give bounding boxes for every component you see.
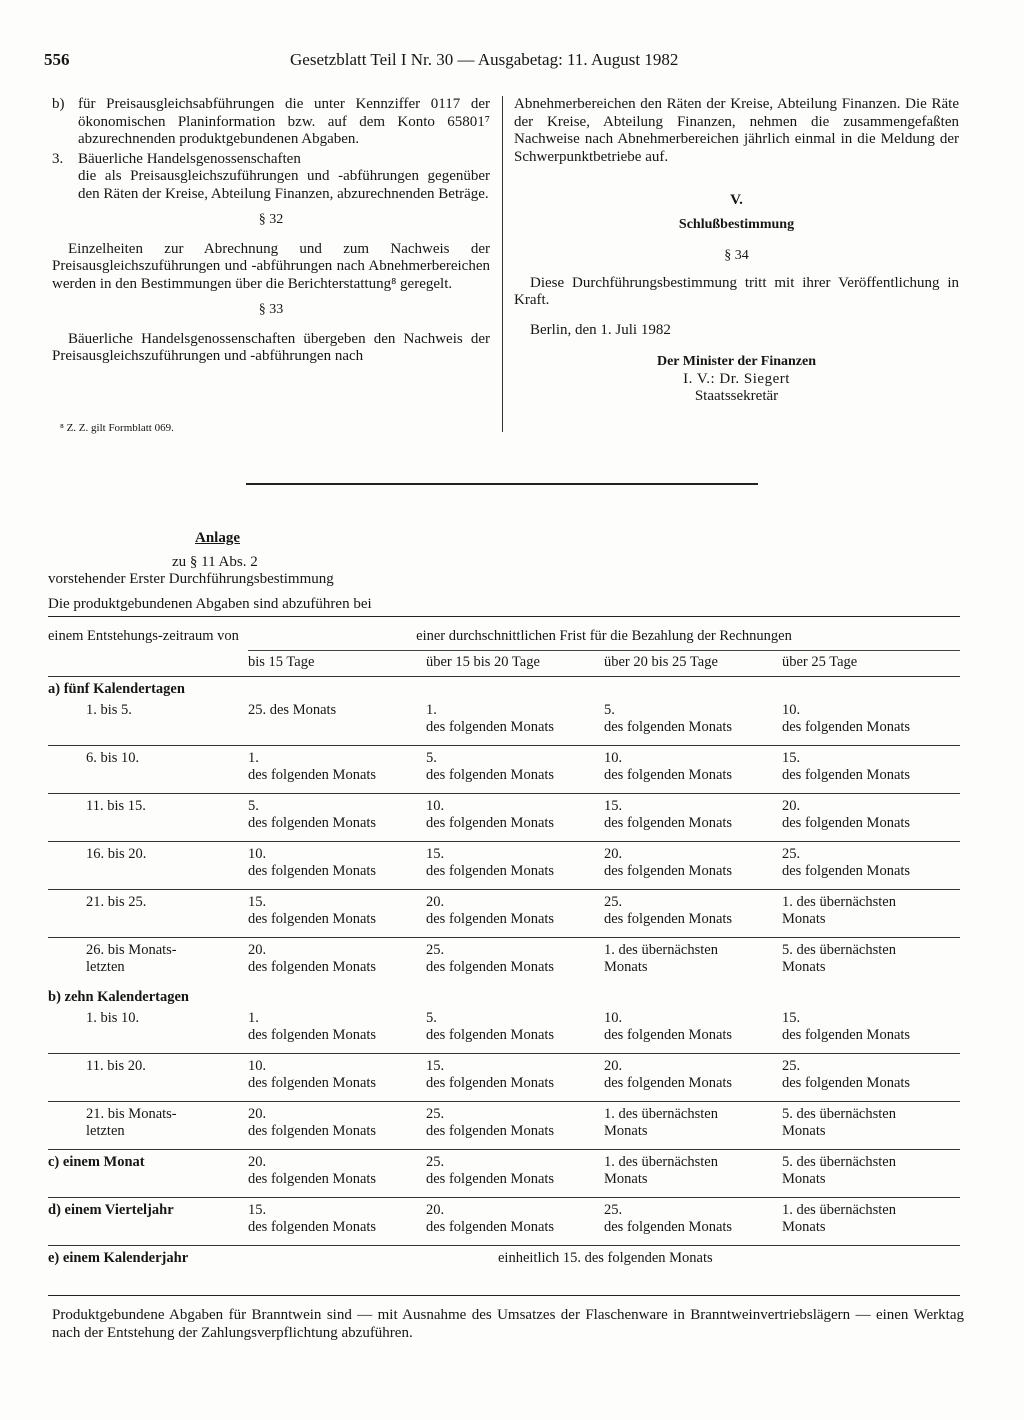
deadline-cell: 20. des folgenden Monats: [426, 1198, 604, 1246]
deadline-cell: 1. des übernächsten Monats: [604, 1102, 782, 1150]
deadline-cell: 1. des übernächsten Monats: [604, 1150, 782, 1198]
deadline-cell: 10. des folgenden Monats: [604, 1010, 733, 1043]
deadline-cell: 1. des übernächsten Monats: [782, 890, 960, 938]
running-title: Gesetzblatt Teil I Nr. 30 — Ausgabetag: 11. August 1982: [290, 50, 679, 69]
deadline-cell: 10. des folgenden Monats: [782, 702, 911, 735]
deadline-cell: 20. des folgenden Monats: [248, 1102, 426, 1150]
deadline-cell: 5. des folgenden Monats: [426, 1010, 555, 1043]
part-title: Schlußbestimmung: [678, 216, 795, 232]
table-row: [48, 1198, 960, 1246]
item-3-heading: Bäuerliche Handelsgenossenschaften: [78, 150, 301, 167]
section-33-heading: § 33: [258, 302, 284, 317]
footnote: ⁸ Z. Z. gilt Formblatt 069.: [60, 422, 174, 434]
table-row: [48, 842, 960, 890]
row-label: c) einem Monat: [48, 1150, 248, 1198]
item-b-text: für Preisausgleichsabführungen die unter Kennziffer 0117 der ökonomischen Planinformation bzw. auf dem Konto 65801⁷ abzurechnenden produktgebundenen Abgaben.: [78, 96, 490, 147]
col-subheader: über 25 Tage: [782, 651, 960, 677]
item-3-label: 3.: [52, 150, 64, 167]
deadline-cell: 5. des übernächsten Monats: [782, 1102, 960, 1150]
deadline-cell: 25. des folgenden Monats: [426, 938, 604, 986]
deadline-cell: 1. des folgenden Monats: [248, 746, 426, 794]
deadline-cell: 1. des übernächsten Monats: [782, 1198, 960, 1246]
deadline-cell: 5. des übernächsten Monats: [782, 938, 960, 986]
row-label: e) einem Kalenderjahr: [48, 1246, 248, 1296]
row-label: 11. bis 15.: [48, 794, 248, 842]
deadline-cell: 1. des folgenden Monats: [426, 702, 555, 735]
deadline-cell: 20. des folgenden Monats: [782, 794, 960, 842]
deadline-cell: 10. des folgenden Monats: [248, 842, 426, 890]
part-number: V.: [730, 192, 743, 208]
row-label: 16. bis 20.: [48, 842, 248, 890]
column-divider: [502, 96, 503, 432]
row-label: d) einem Vierteljahr: [48, 1198, 248, 1246]
section-label: b) zehn Kalendertagen: [48, 989, 189, 1005]
continued-text: Abnehmerbereichen den Räten der Kreise, Abteilung Finanzen. Die Räte der Kreise, Abteilung Finanzen, nehmen die zusammengefaßten Nachweise nach Abnehmerbereichen jährlich einmal in die Meldung der Schwerpunktbetriebe auf.: [514, 96, 959, 165]
table-row: [48, 746, 960, 794]
table-row: [48, 1102, 960, 1150]
section-32-heading: § 32: [258, 212, 284, 227]
section-label: a) fünf Kalendertagen: [48, 677, 960, 699]
item-3-text: die als Preisausgleichszuführungen und -abführungen gegenüber den Räten der Kreise, Abteilung Finanzen, abzurechnenden Beträge.: [78, 168, 490, 202]
table-row: [48, 1246, 960, 1296]
deadline-cell: 15. des folgenden Monats: [426, 842, 604, 890]
deadline-cell: 5. des folgenden Monats: [248, 794, 426, 842]
col-subheader: über 15 bis 20 Tage: [426, 651, 604, 677]
deadline-cell: 20. des folgenden Monats: [248, 1150, 426, 1198]
section-34-heading: § 34: [724, 248, 749, 263]
table-row: [48, 794, 960, 842]
closing-paragraph: Produktgebundene Abgaben für Branntwein sind — mit Ausnahme des Umsatzes der Flaschenware in Branntweinvertriebslägern — einen Werktag nach der Entstehung der Zahlungsverpflichtung abzuführen.: [52, 1307, 964, 1341]
deadline-cell: 25. des folgenden Monats: [782, 842, 960, 890]
deadline-cell: 25. des folgenden Monats: [426, 1102, 604, 1150]
deadline-cell: 10. des folgenden Monats: [248, 1054, 426, 1102]
section-33-text: Bäuerliche Handelsgenossenschaften übergeben den Nachweis der Preisausgleichszuführungen und -abführungen nach: [52, 330, 490, 364]
table-row: [48, 1150, 960, 1198]
left-column: [52, 96, 490, 366]
section-32-text: Einzelheiten zur Abrechnung und zum Nachweis der Preisausgleichszuführungen und -abführungen nach Abnehmerbereichen werden in den Bestimmungen über die Berichterstattung⁸ geregelt.: [52, 240, 490, 292]
deadline-cell: 20. des folgenden Monats: [604, 842, 782, 890]
deadline-cell: 15. des folgenden Monats: [248, 890, 426, 938]
deadline-cell: 20. des folgenden Monats: [248, 938, 426, 986]
table-row: [48, 890, 960, 938]
table-row: [48, 938, 960, 986]
signature: I. V.: Dr. Siegert: [683, 370, 790, 387]
page-number: 556: [44, 50, 70, 69]
section-rule: [246, 483, 758, 485]
item-b: [52, 96, 490, 149]
table-header-row: [48, 617, 960, 651]
deadline-cell: 5. des folgenden Monats: [604, 702, 733, 735]
deadline-cell: 1. des folgenden Monats: [248, 1010, 377, 1043]
place-date: Berlin, den 1. Juli 1982: [530, 321, 671, 338]
item-3: [52, 151, 490, 204]
deadline-cell: 15. des folgenden Monats: [782, 1010, 911, 1043]
col-subheader: bis 15 Tage: [248, 651, 426, 677]
col-subheader: über 20 bis 25 Tage: [604, 651, 782, 677]
deadline-cell: 1. des übernächsten Monats: [604, 938, 782, 986]
payment-deadline-table: [48, 616, 960, 1296]
deadline-cell: 25. des folgenden Monats: [604, 1198, 782, 1246]
section-34-text: Diese Durchführungsbestimmung tritt mit ihrer Veröffentlichung in Kraft.: [514, 274, 959, 308]
deadline-cell: 15. des folgenden Monats: [248, 1198, 426, 1246]
row-label: 26. bis Monats- letzten: [48, 938, 248, 986]
table-section-row: [48, 985, 960, 1006]
deadline-cell: 20. des folgenden Monats: [426, 890, 604, 938]
row-label: 21. bis 25.: [48, 890, 248, 938]
row-label: 1. bis 10.: [86, 1010, 140, 1026]
row-span-value: einheitlich 15. des folgenden Monats: [248, 1246, 960, 1296]
row-label: 1. bis 5.: [86, 702, 132, 718]
row-label: 6. bis 10.: [48, 746, 248, 794]
table-section-row: [48, 677, 960, 699]
deadline-cell: 5. des folgenden Monats: [426, 746, 604, 794]
deadline-cell: 10. des folgenden Monats: [604, 746, 782, 794]
row-label: 11. bis 20.: [48, 1054, 248, 1102]
table-row: [48, 1054, 960, 1102]
anlage-title: Anlage: [195, 530, 240, 546]
item-b-label: b): [52, 96, 65, 112]
anlage-ref-2: vorstehender Erster Durchführungsbestimmung: [48, 571, 334, 587]
deadline-cell: 25. des folgenden Monats: [604, 890, 782, 938]
deadline-cell: 15. des folgenden Monats: [426, 1054, 604, 1102]
row-label: 21. bis Monats- letzten: [48, 1102, 248, 1150]
col-header-period: einem Entstehungs-zeitraum von: [48, 617, 248, 677]
anlage-ref-1: zu § 11 Abs. 2: [172, 554, 258, 570]
right-column: [514, 96, 959, 406]
deadline-cell: 15. des folgenden Monats: [782, 746, 960, 794]
signatory-role: Staatssekretär: [694, 388, 779, 404]
table-row: [48, 1006, 960, 1054]
deadline-cell: 5. des übernächsten Monats: [782, 1150, 960, 1198]
deadline-cell: 10. des folgenden Monats: [426, 794, 604, 842]
deadline-cell: 15. des folgenden Monats: [604, 794, 782, 842]
deadline-cell: 25. des folgenden Monats: [426, 1150, 604, 1198]
anlage-intro: Die produktgebundenen Abgaben sind abzuführen bei: [48, 596, 372, 612]
minister-title: Der Minister der Finanzen: [656, 354, 817, 369]
page-header: [44, 50, 964, 72]
deadline-cell: 25. des folgenden Monats: [782, 1054, 960, 1102]
deadline-cell: 20. des folgenden Monats: [604, 1054, 782, 1102]
table-row: [48, 698, 960, 746]
col-header-group: einer durchschnittlichen Frist für die Bezahlung der Rechnungen: [248, 617, 960, 651]
deadline-cell: 25. des Monats: [248, 702, 337, 718]
